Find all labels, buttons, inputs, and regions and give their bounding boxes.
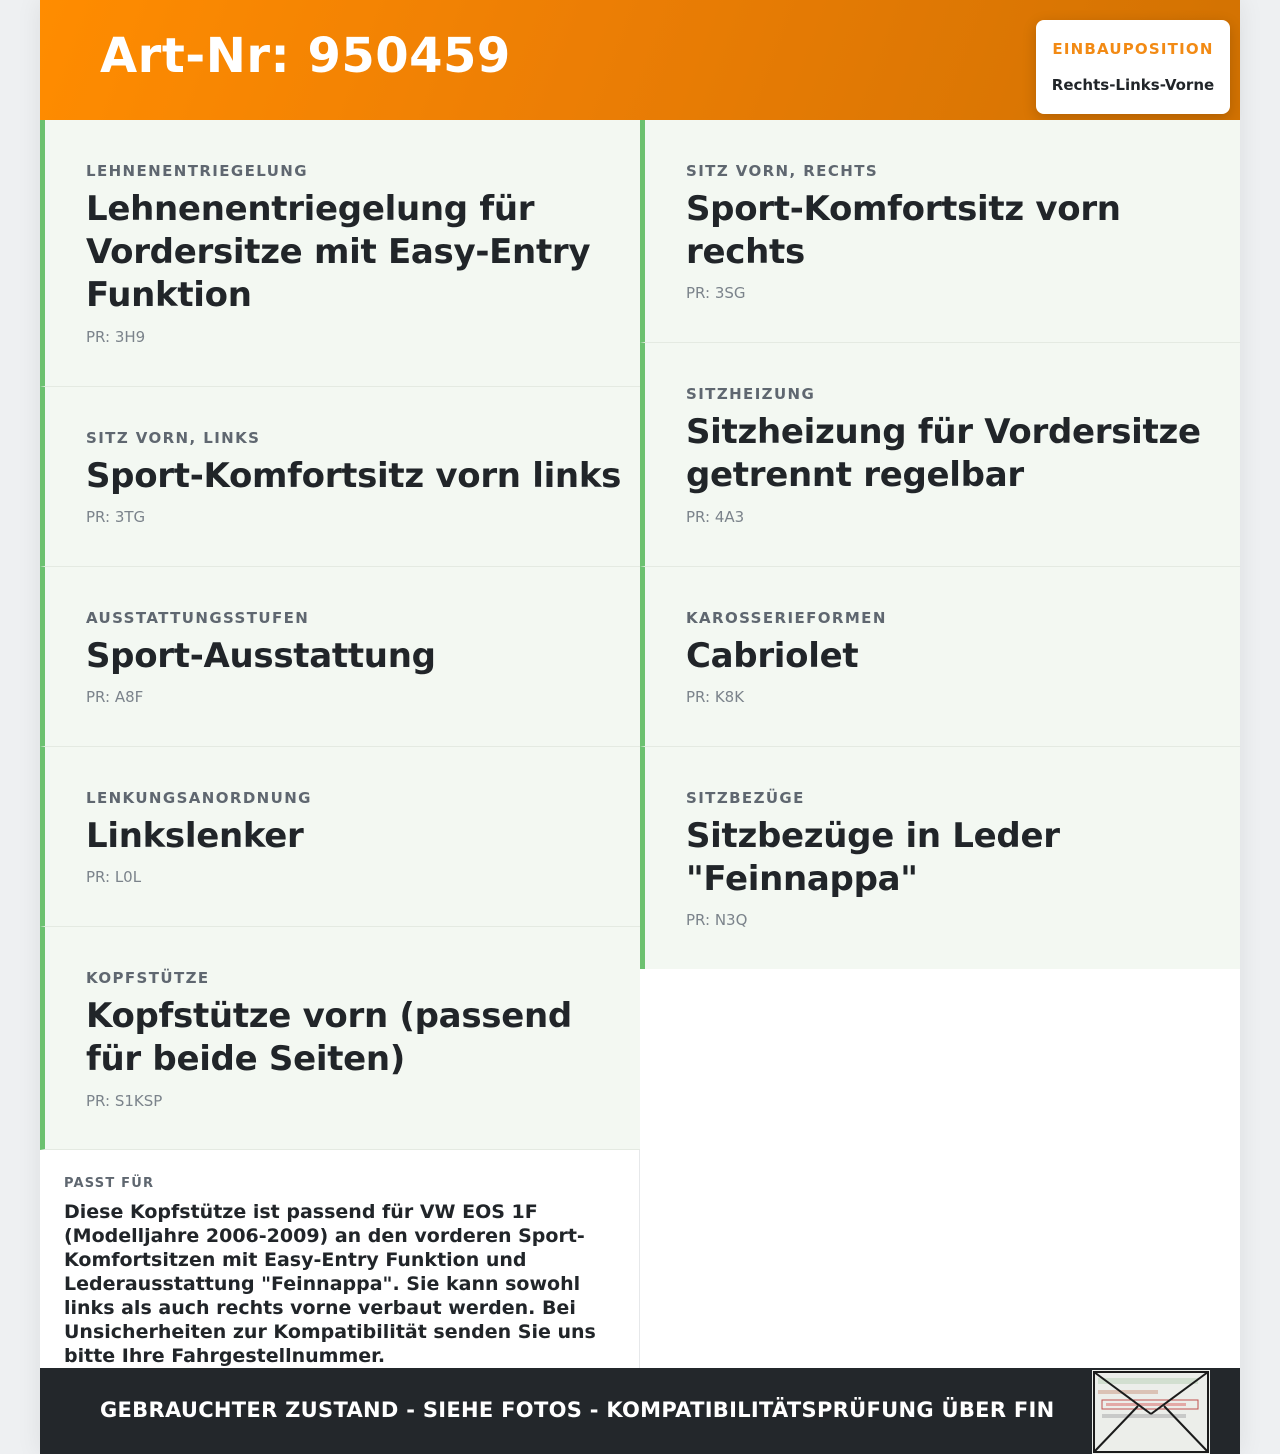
feature-category: KAROSSERIEFORMEN bbox=[686, 609, 887, 627]
feature-title: Sitzheizung für Vordersitze getrennt regelbar bbox=[686, 412, 1201, 495]
feature-card-seat-covers bbox=[640, 747, 1240, 969]
feature-pr-code: PR: 3H9 bbox=[86, 328, 146, 346]
feature-category: KOPFSTÜTZE bbox=[86, 969, 210, 987]
feature-category: SITZHEIZUNG bbox=[686, 385, 816, 403]
compatibility-text: Diese Kopfstütze ist passend für VW EOS 1F (Modelljahre 2006-2009) an den vorderen Sport-Komfortsitzen mit Easy-Entry Funktion und Lederausstattung "Feinnappa". Sie kann sowohl links als auch rechts vorne verbaut werden. Bei Unsicherheiten zur Kompatibilität senden Sie uns bitte Ihre Fahrgestellnummer. bbox=[64, 1201, 596, 1367]
feature-category: SITZ VORN, LINKS bbox=[86, 429, 261, 447]
feature-category: SITZ VORN, RECHTS bbox=[686, 162, 879, 180]
document-stamp-image bbox=[1092, 1370, 1210, 1454]
header-banner bbox=[40, 0, 1240, 120]
feature-category: LEHNENENTRIEGELUNG bbox=[86, 162, 308, 180]
feature-pr-code: PR: S1KSP bbox=[86, 1092, 163, 1110]
feature-card-body-style bbox=[640, 567, 1240, 747]
compatibility-label: PASST FÜR bbox=[64, 1176, 155, 1191]
feature-title: Cabriolet bbox=[686, 636, 859, 676]
mounting-position-card bbox=[1036, 20, 1230, 114]
feature-title: Sport-Ausstattung bbox=[86, 636, 436, 676]
feature-title: Lehnenentriegelung für Vordersitze mit Easy-Entry Funktion bbox=[86, 189, 591, 315]
feature-pr-code: PR: N3Q bbox=[686, 911, 748, 929]
feature-title: Sport-Komfortsitz vorn links bbox=[86, 456, 622, 496]
compatibility-section bbox=[40, 1150, 640, 1368]
feature-card-seat-front-left bbox=[40, 387, 640, 567]
feature-title: Kopfstütze vorn (passend für beide Seiten) bbox=[86, 996, 572, 1079]
feature-title: Sport-Komfortsitz vorn rechts bbox=[686, 189, 1121, 272]
product-sheet bbox=[40, 0, 1240, 1454]
feature-pr-code: PR: 3SG bbox=[686, 284, 746, 302]
envelope-stamp-icon bbox=[1092, 1370, 1210, 1454]
feature-card-seat-heating bbox=[640, 343, 1240, 567]
mounting-position-value: Rechts-Links-Vorne bbox=[1051, 76, 1215, 94]
feature-title: Sitzbezüge in Leder "Feinnappa" bbox=[686, 816, 1060, 899]
feature-pr-code: PR: K8K bbox=[686, 688, 745, 706]
feature-category: AUSSTATTUNGSSTUFEN bbox=[86, 609, 310, 627]
feature-card-backrest-release bbox=[40, 120, 640, 387]
feature-category: SITZBEZÜGE bbox=[686, 789, 805, 807]
feature-card-trim-level bbox=[40, 567, 640, 747]
feature-card-headrest bbox=[40, 927, 640, 1150]
mounting-position-label: EINBAUPOSITION bbox=[1052, 40, 1214, 58]
feature-title: Linkslenker bbox=[86, 816, 304, 856]
feature-pr-code: PR: 4A3 bbox=[686, 508, 745, 526]
feature-pr-code: PR: 3TG bbox=[86, 508, 146, 526]
footer-bar bbox=[40, 1368, 1240, 1454]
feature-pr-code: PR: A8F bbox=[86, 688, 144, 706]
footer-notice: GEBRAUCHTER ZUSTAND - SIEHE FOTOS - KOMPATIBILITÄTSPRÜFUNG ÜBER FIN bbox=[100, 1398, 1055, 1422]
feature-pr-code: PR: L0L bbox=[86, 868, 142, 886]
feature-card-seat-front-right bbox=[640, 120, 1240, 343]
article-number: Art-Nr: 950459 bbox=[100, 28, 511, 84]
feature-category: LENKUNGSANORDNUNG bbox=[86, 789, 312, 807]
feature-card-steering bbox=[40, 747, 640, 927]
